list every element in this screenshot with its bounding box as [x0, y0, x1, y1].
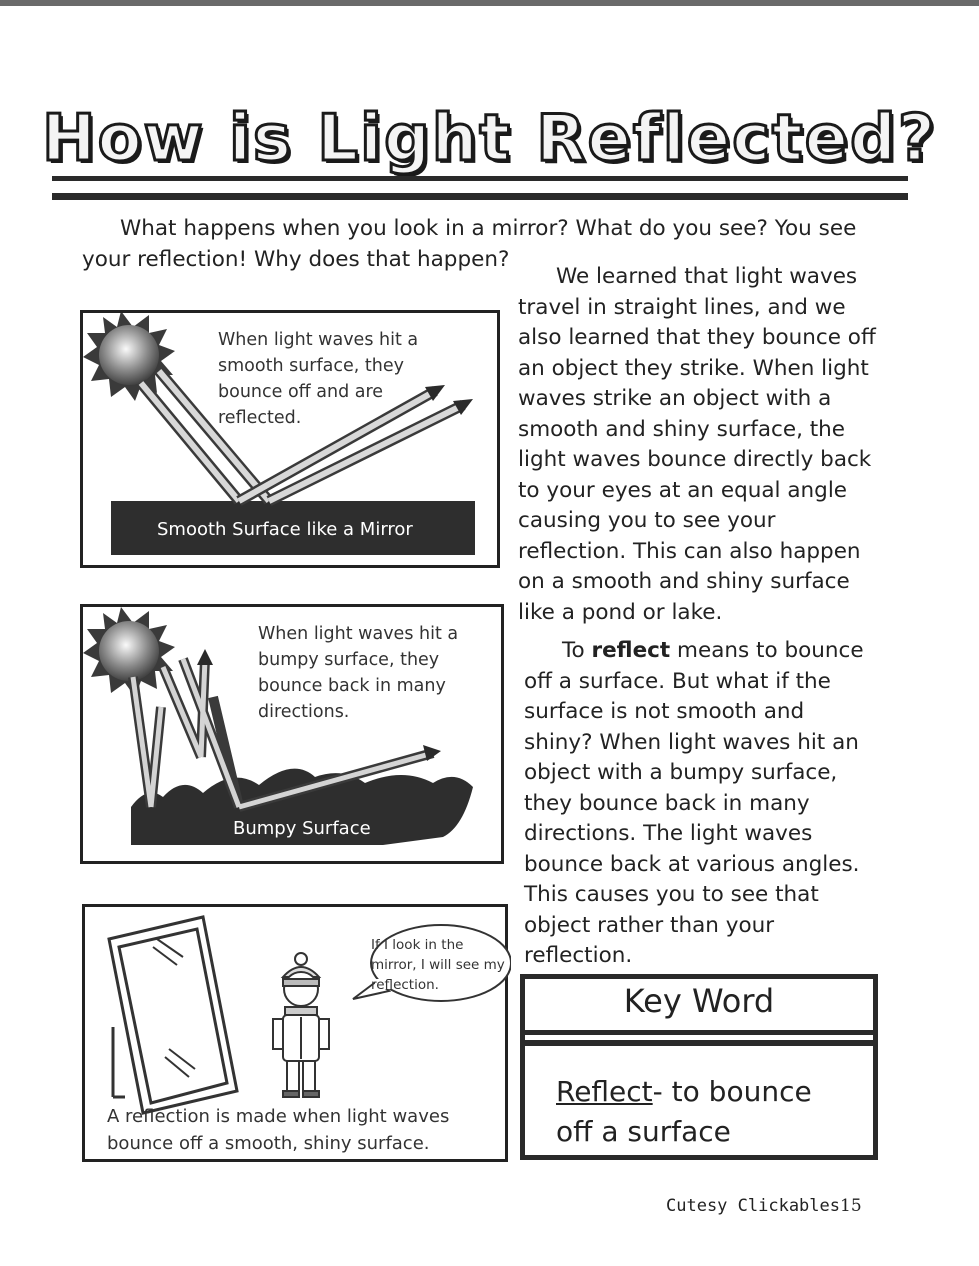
page-number: 15: [840, 1196, 862, 1216]
speech-text: If I look in the mirror, I will see my reflection.: [371, 937, 505, 993]
title-rule-top: [52, 176, 908, 181]
child-icon: [273, 953, 329, 1097]
smooth-caption: When light waves hit a smooth surface, they bounce off and are reflected.: [218, 330, 419, 428]
key-word-heading: Key Word: [623, 982, 775, 1020]
title-rule-bottom: [52, 193, 908, 200]
key-word-meaning: - to bounce off a surface: [556, 1075, 812, 1148]
mirror-caption: A reflection is made when light waves bounce off a smooth, shiny surface.: [107, 1106, 450, 1154]
explanation-paragraph: We learned that light waves travel in straight lines, and we also learned that they bounce off an object they strike. When light waves strike an object with a smooth and shiny surface, the light waves bounce directly back to your eyes at an equal angle causing you to see your reflection. This can also happen on a smooth and shiny surface like a pond or lake.: [518, 264, 876, 625]
standing-mirror-icon: [109, 917, 237, 1113]
intro-paragraph: What happens when you look in a mirror? What do you see? You see your reflection! Why does that happen?: [82, 216, 857, 272]
key-word-divider-1: [525, 1030, 873, 1035]
smooth-surface-label: Smooth Surface like a Mirror: [157, 519, 413, 540]
paragraph-lead: To: [562, 638, 592, 663]
bold-keyword: reflect: [591, 638, 671, 663]
reflect-paragraph: [524, 636, 876, 972]
bumpy-surface-label: Bumpy Surface: [233, 818, 371, 839]
paragraph-rest: means to bounce off a surface. But what if the surface is not smooth and shiny? When light waves hit an object with a bumpy surface, they bounce back in many directions. The light waves bounce back at various angles. This causes you to see that object rather than your reflection.: [524, 638, 864, 968]
bumpy-caption: When light waves hit a bumpy surface, they bounce back in many directions.: [258, 624, 459, 722]
smooth-surface-panel: [80, 310, 500, 568]
bumpy-surface-panel: [80, 604, 504, 864]
footer-brand: Cutesy Clickables: [666, 1196, 840, 1216]
key-word-definition: [556, 1072, 856, 1152]
key-word-divider-2: [525, 1040, 873, 1046]
sun-icon: [83, 313, 175, 401]
key-word-term: Reflect: [556, 1075, 653, 1108]
key-word-box: [520, 974, 878, 1160]
page-title: How is Light Reflected?: [42, 102, 937, 176]
scan-edge: [0, 0, 979, 6]
mirror-panel: [82, 904, 508, 1162]
